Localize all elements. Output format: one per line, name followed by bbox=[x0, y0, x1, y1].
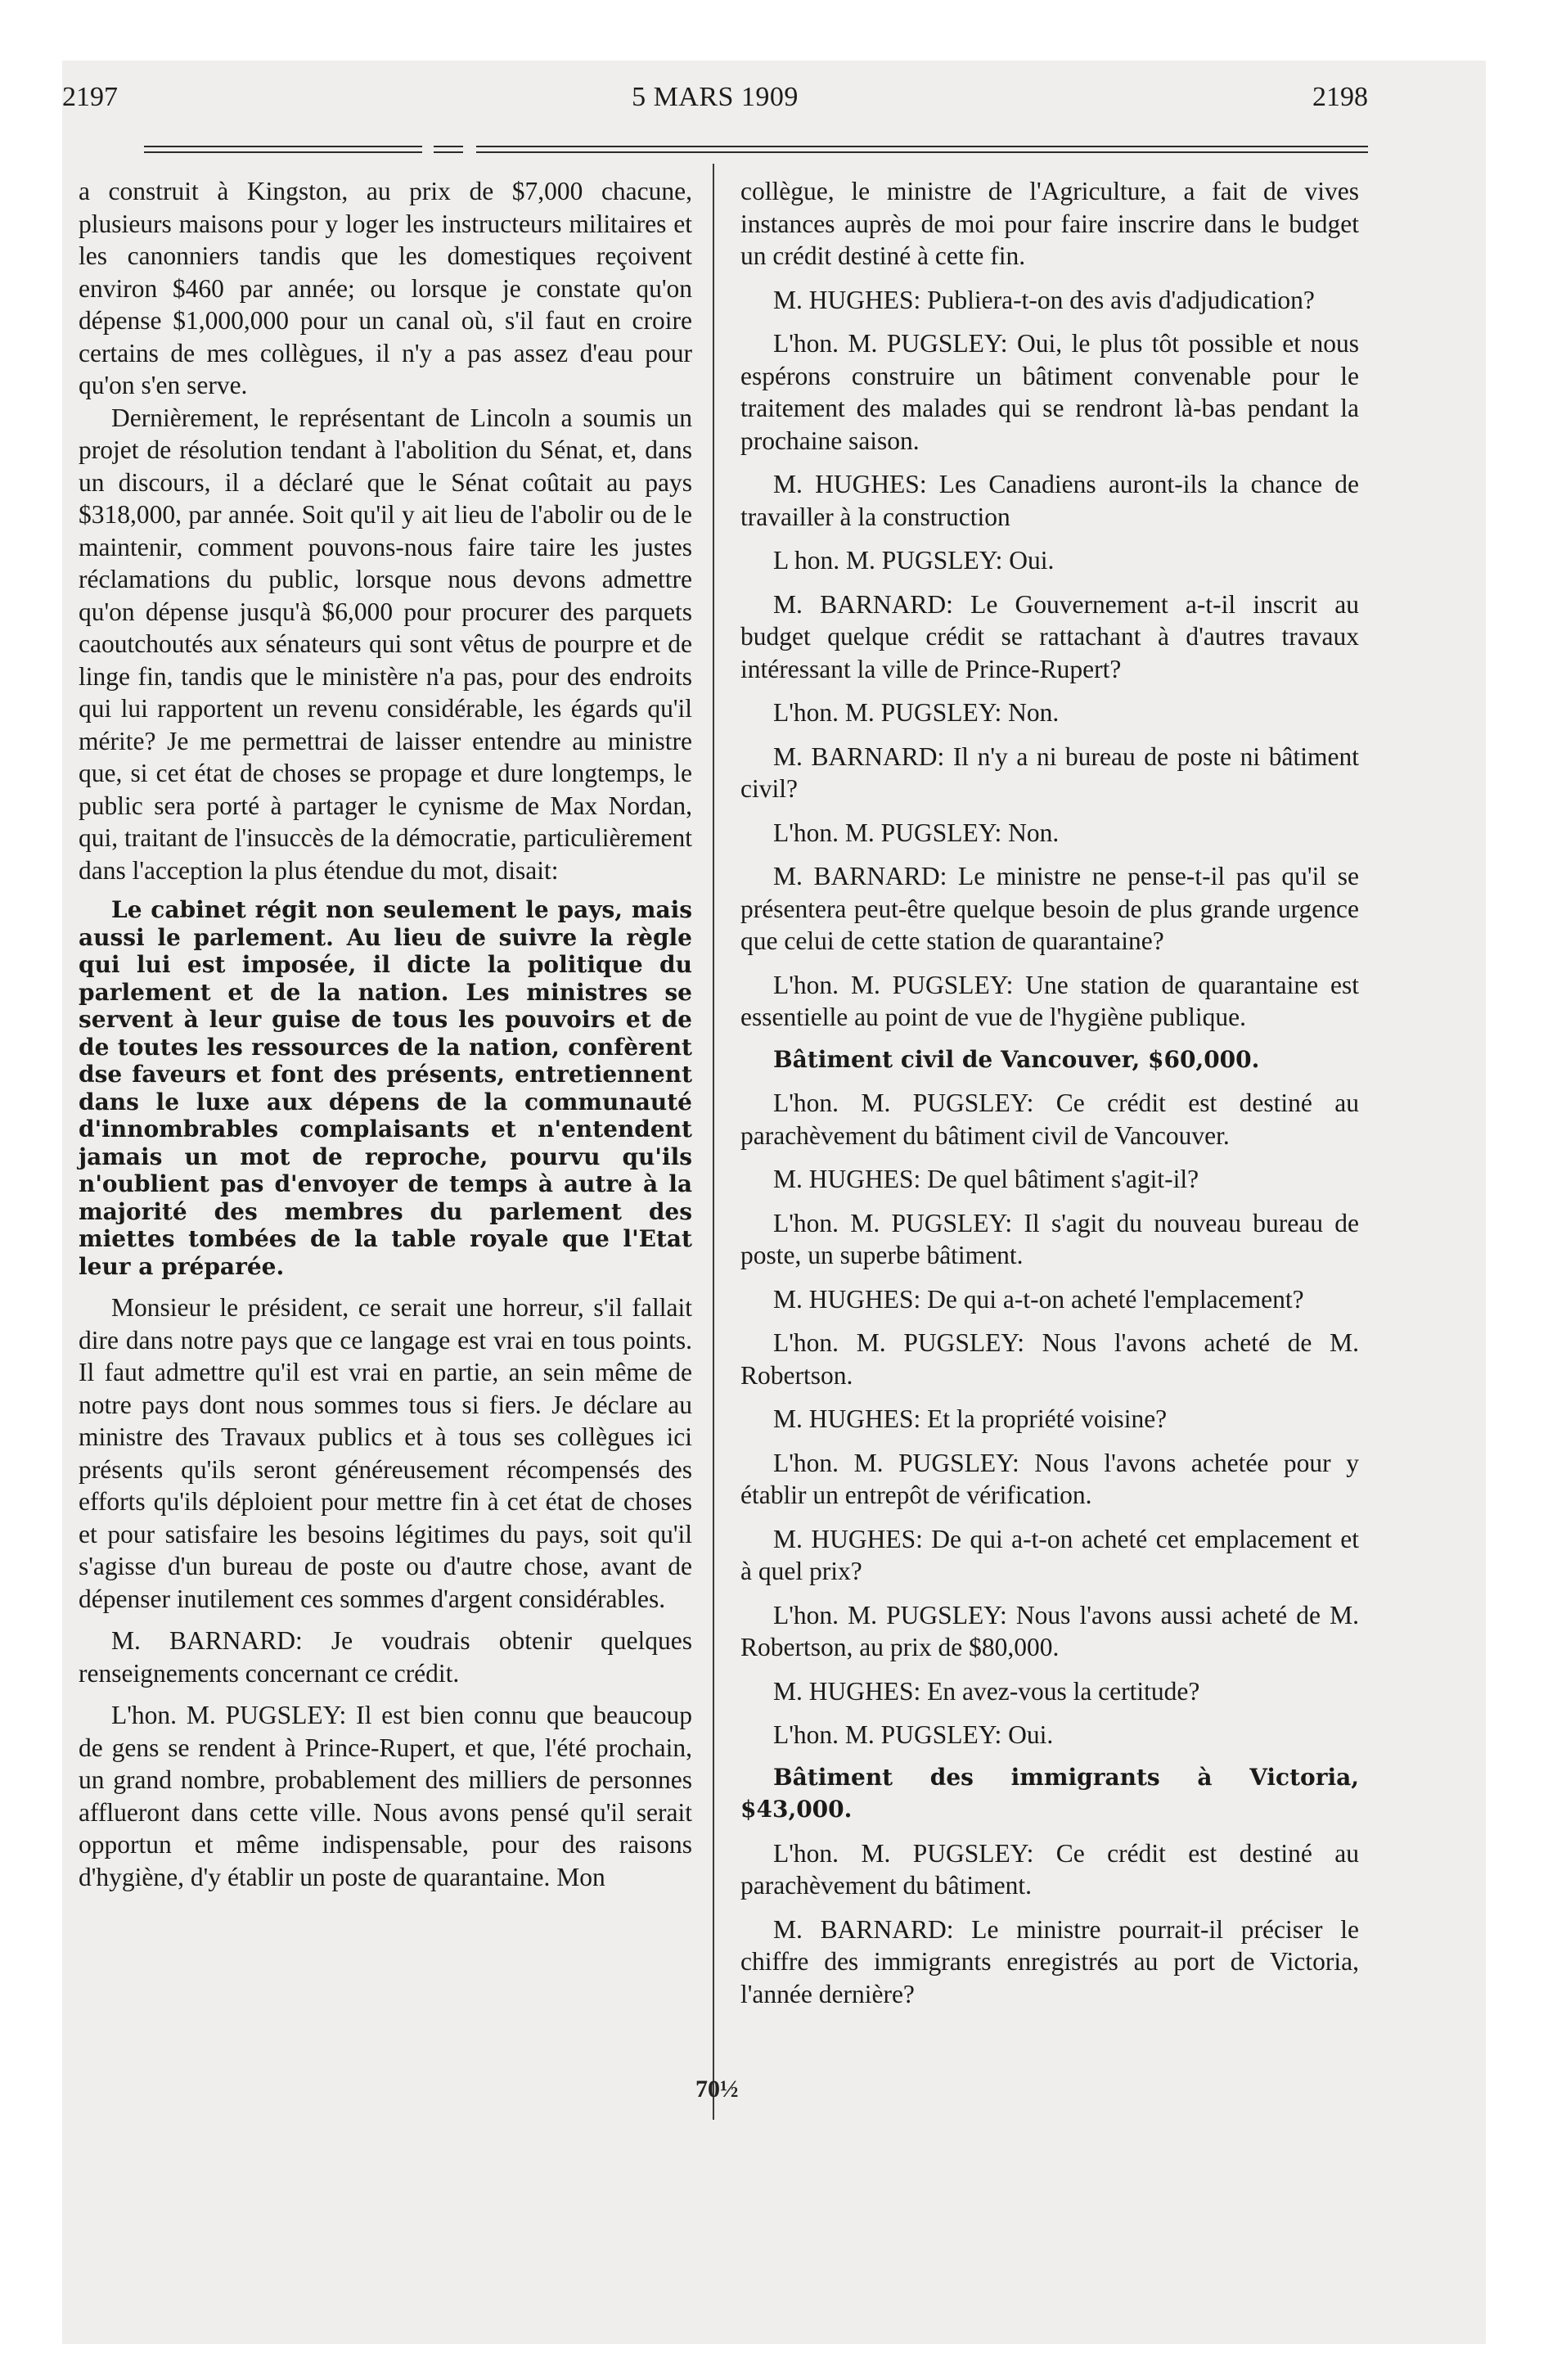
right_column-paragraph: L hon. M. PUGSLEY: Oui. bbox=[773, 546, 1055, 575]
right_column-budget-item: Bâtiment des immigrants à Victoria, $43,000. bbox=[740, 1763, 1359, 1823]
header-rule-short bbox=[434, 146, 463, 153]
left_column-paragraph: Dernièrement, le représentant de Lincoln a soumis un projet de résolution tendant à l'abolition du Sénat, et, dans un discours, il a déclaré que le Sénat coûtait au pays $318,000, par année. Soit qu'il y ait lieu de l'abolir ou de le maintenir, comment pouvons-nous faire taire les justes réclamations du public, lorsque nous devons admettre qu'on dépense jusqu'à $6,000 pour procurer des parquets caoutchoutés aux sénateurs qui sont vêtus de pourpre et de linge fin, tandis que le ministère n'a pas, pour des endroits qui lui rapportent un revenu considérable, les égards qu'il mérite? Je me permettrai de laisser entendre au ministre que, si cet état de choses se propage et dure longtemps, le public sera porté à partager le cynisme de Max Nordan, qui, traitant de l'insuccès de la démocratie, particulièrement dans l'acception la plus étendue du mot, disait: bbox=[79, 403, 692, 885]
left_column-block-quote bbox=[79, 896, 692, 1280]
left_column-paragraph: M. BARNARD: Je voudrais obtenir quelques renseignements concernant ce crédit. bbox=[79, 1626, 692, 1688]
left-column bbox=[79, 175, 692, 1893]
right_column-paragraph: M. HUGHES: De qui a-t-on acheté cet emplacement et à quel prix? bbox=[740, 1524, 1359, 1585]
right_column-paragraph: collègue, le ministre de l'Agriculture, a fait de vives instances auprès de moi pour faire inscrire dans le budget un crédit destiné à cette fin. bbox=[740, 177, 1359, 270]
right_column-budget-item: Bâtiment civil de Vancouver, $60,000. bbox=[773, 1045, 1260, 1073]
right_column-paragraph: M. BARNARD: Le ministre pourrait-il préciser le chiffre des immigrants enregistrés au port de Victoria, l'année dernière? bbox=[740, 1914, 1359, 2008]
right_column-paragraph: M. BARNARD: Le Gouvernement a-t-il inscrit au budget quelque crédit se rattachant à d'autres travaux intéressant la ville de Prince-Rupert? bbox=[740, 589, 1359, 683]
footer-page-mark: 70½ bbox=[695, 2076, 739, 2103]
left_column-paragraph: Monsieur le président, ce serait une horreur, s'il fallait dire dans notre pays que ce langage est vrai en tous points. Il faut admettre qu'il est vrai en partie, an sein même de notre pays dont nous sommes tous si fiers. Je déclare au ministre des Travaux publics et à tous ses collègues ici présents qu'ils seront généreusement récompensés des efforts qu'ils déploient pour mettre fin à cet état de choses et pour satisfaire les besoins légitimes du pays, soit qu'il s'agisse d'un bureau de poste ou d'autre chose, avant de dépenser inutilement ces sommes d'argent considérables. bbox=[79, 1293, 692, 1613]
right_column-paragraph: M. BARNARD: Le ministre ne pense-t-il pas qu'il se présentera peut-être quelque besoin de plus grande urgence que celui de cette station de quarantaine? bbox=[740, 862, 1359, 955]
right_column-paragraph: L'hon. M. PUGSLEY: Une station de quarantaine est essentielle au point de vue de l'hygiène publique. bbox=[740, 970, 1359, 1031]
right_column-paragraph: M. HUGHES: De qui a-t-on acheté l'emplacement? bbox=[773, 1284, 1304, 1314]
left_column-quote-text: Le cabinet régit non seulement le pays, mais aussi le parlement. Au lieu de suivre la règle qui lui est imposée, il dicte la politique du parlement et de la nation. Les ministres se servent à leur guise de tous les pouvoirs et de de toutes les ressources de la nation, confèrent dse faveurs et font des présents, entretiennent dans le luxe aux dépens de la communauté d'innombrables complaisants et n'entendent jamais un mot de reproche, pourvu qu'ils n'oublient pas d'envoyer de temps à autre à la majorité des membres du parlement des miettes tombées de la table royale que l'Etat leur a préparée. bbox=[79, 896, 692, 1280]
right_column-paragraph: L'hon. M. PUGSLEY: Il s'agit du nouveau bureau de poste, un superbe bâtiment. bbox=[740, 1208, 1359, 1269]
right_column-paragraph: M. HUGHES: En avez-vous la certitude? bbox=[773, 1676, 1200, 1706]
right-page-number: 2198 bbox=[1312, 82, 1368, 112]
right_column-paragraph: M. HUGHES: Les Canadiens auront-ils la chance de travailler à la construction bbox=[740, 470, 1359, 531]
page-header bbox=[62, 82, 1368, 131]
right_column-paragraph: M. BARNARD: Il n'y a ni bureau de poste ni bâtiment civil? bbox=[740, 741, 1359, 803]
left_column-paragraph: a construit à Kingston, au prix de $7,000 chacune, plusieurs maisons pour y loger les instructeurs militaires et les canonniers tandis que les domestiques reçoivent environ $460 par année; ou lorsque je constate qu'on dépense $1,000,000 pour un canal où, s'il faut en croire certains de mes collègues, il n'y a pas assez d'eau pour qu'on s'en serve. bbox=[79, 177, 692, 399]
right_column-paragraph: L'hon. M. PUGSLEY: Ce crédit est destiné au parachèvement du bâtiment civil de Vancouver. bbox=[740, 1089, 1359, 1150]
right_column-paragraph: L'hon. M. PUGSLEY: Nous l'avons acheté de M. Robertson. bbox=[740, 1328, 1359, 1390]
right_column-paragraph: L'hon. M. PUGSLEY: Non. bbox=[773, 698, 1060, 727]
header-rule-center bbox=[476, 146, 1368, 153]
column-divider bbox=[713, 164, 714, 2120]
right_column-paragraph: L'hon. M. PUGSLEY: Non. bbox=[773, 818, 1060, 847]
right_column-paragraph: M. HUGHES: De quel bâtiment s'agit-il? bbox=[773, 1165, 1199, 1193]
right_column-paragraph: L'hon. M. PUGSLEY: Ce crédit est destiné au parachèvement du bâtiment. bbox=[740, 1838, 1359, 1900]
right_column-paragraph: M. HUGHES: Publiera-t-on des avis d'adjudication? bbox=[773, 285, 1315, 314]
right_column-paragraph: L'hon. M. PUGSLEY: Nous l'avons aussi acheté de M. Robertson, au prix de $80,000. bbox=[740, 1600, 1359, 1661]
right-column bbox=[740, 175, 1359, 2010]
left_column-paragraph: L'hon. M. PUGSLEY: Il est bien connu que beaucoup de gens se rendent à Prince-Rupert, et que, l'été prochain, un grand nombre, probablement des milliers de personnes afflueront dans cette ville. Nous avons pensé qu'il serait opportun et même indispensable, pour des raisons d'hygiène, d'y établir un poste de quarantaine. Mon bbox=[79, 1701, 692, 1891]
right_column-paragraph: L'hon. M. PUGSLEY: Nous l'avons achetée pour y établir un entrepôt de vérification. bbox=[740, 1448, 1359, 1509]
header-date: 5 MARS 1909 bbox=[632, 82, 799, 112]
left-page-number: 2197 bbox=[62, 82, 118, 112]
right_column-paragraph: L'hon. M. PUGSLEY: Oui, le plus tôt possible et nous espérons construire un bâtiment convenable pour le traitement des malades qui se rendront là-bas pendant la prochaine saison. bbox=[740, 329, 1359, 455]
right_column-paragraph: M. HUGHES: Et la propriété voisine? bbox=[773, 1404, 1168, 1433]
header-rule-left bbox=[144, 146, 422, 153]
right_column-paragraph: L'hon. M. PUGSLEY: Oui. bbox=[773, 1720, 1054, 1749]
